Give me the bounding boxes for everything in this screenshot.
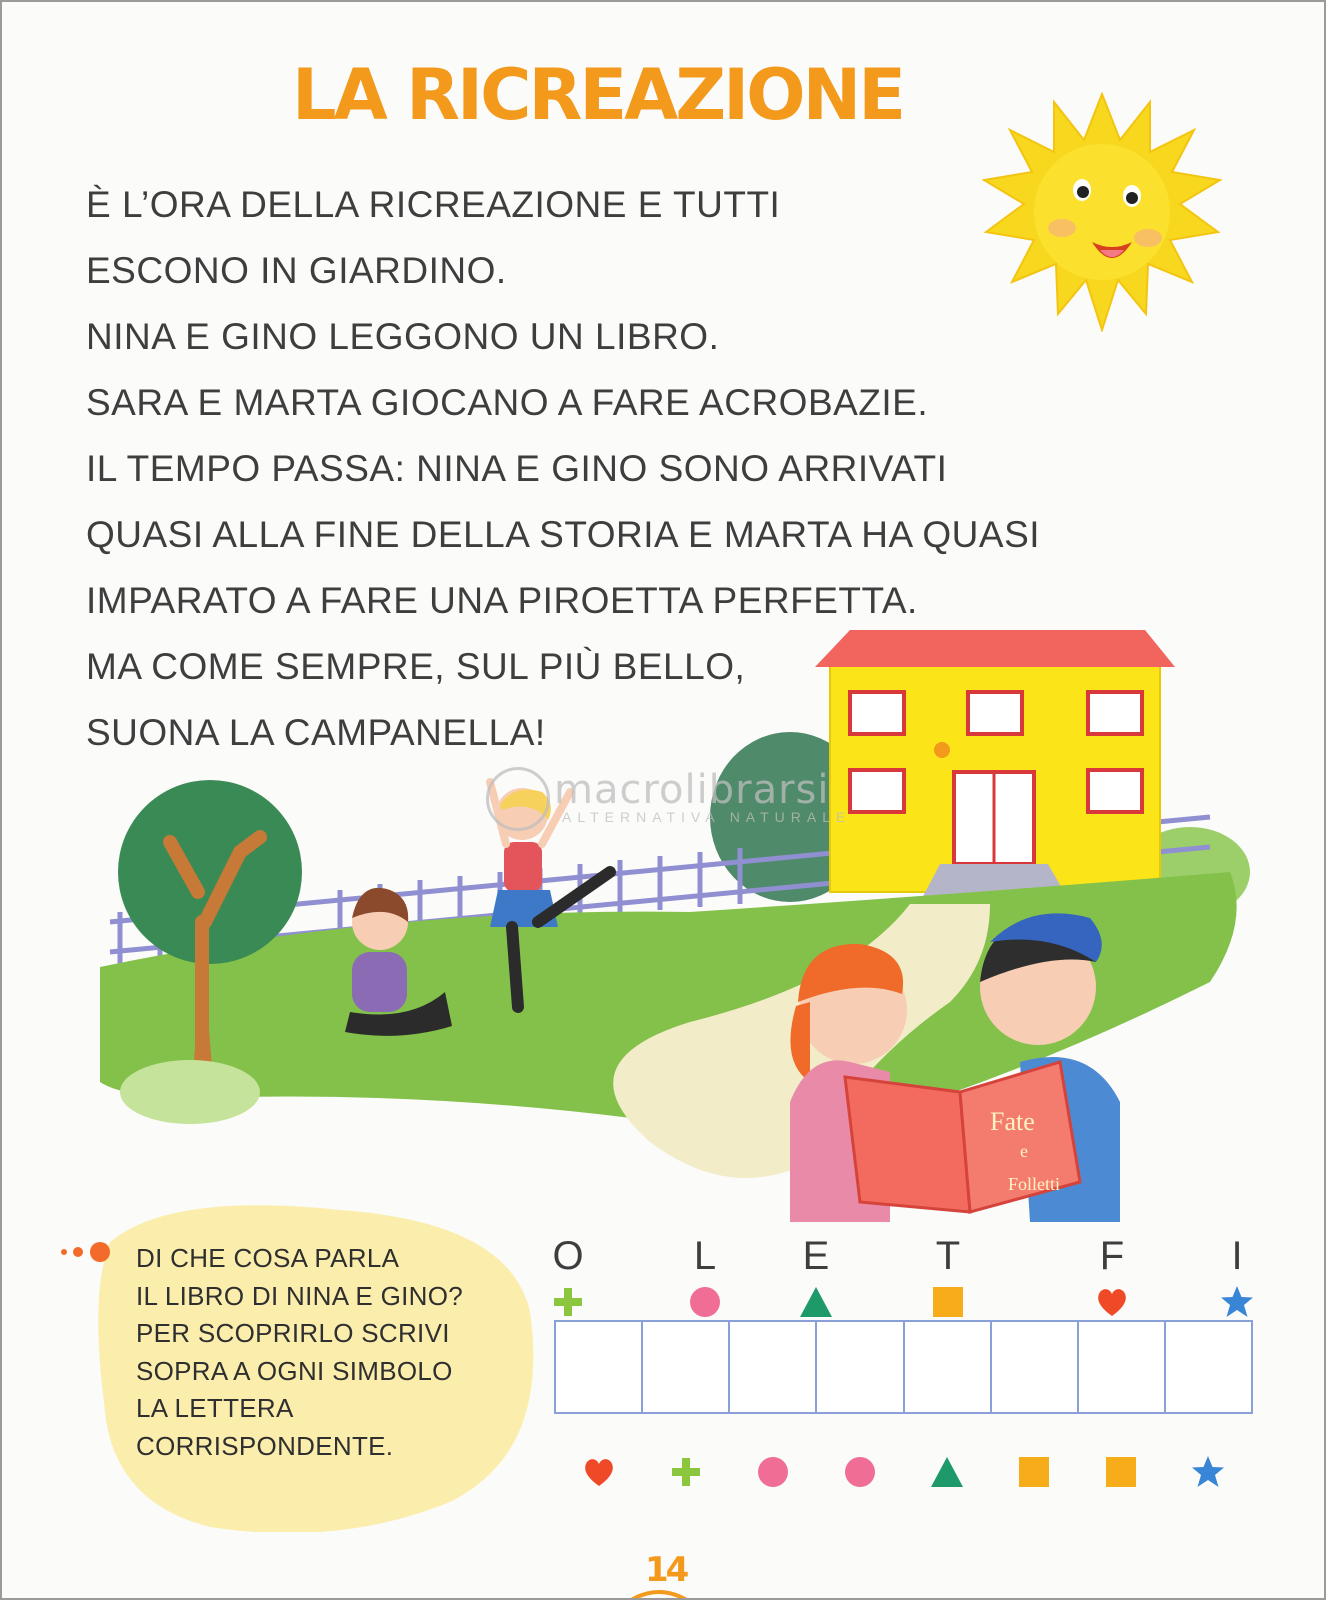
bullet-dots-icon	[58, 1240, 118, 1264]
story-line: È L’ORA DELLA RICREAZIONE E TUTTI	[86, 184, 781, 225]
answer-box[interactable]	[905, 1322, 992, 1412]
answer-box[interactable]	[556, 1322, 643, 1412]
sun-illustration	[982, 92, 1222, 332]
answer-grid	[554, 1320, 1253, 1414]
watermark-tagline: ALTERNATIVA NATURALE	[562, 809, 852, 825]
circle-symbol-icon	[842, 1454, 878, 1490]
key-letter: L	[693, 1234, 717, 1278]
question-line: LA LETTERA	[136, 1393, 294, 1423]
key-letter: I	[1231, 1234, 1243, 1278]
question-line: CORRISPONDENTE.	[136, 1430, 394, 1461]
story-line: ESCONO IN GIARDINO.	[86, 250, 507, 291]
question-line: SOPRA A OGNI SIMBOLO	[136, 1355, 453, 1386]
heart-symbol-icon	[581, 1454, 617, 1490]
star-symbol-icon	[1219, 1284, 1255, 1320]
square-symbol-icon	[930, 1284, 966, 1320]
triangle-symbol-icon	[798, 1284, 834, 1320]
key-letter: O	[552, 1234, 584, 1278]
star-symbol-icon	[1190, 1454, 1226, 1490]
question-line: PER SCOPRIRLO SCRIVI	[136, 1318, 450, 1348]
answer-box[interactable]	[730, 1322, 817, 1412]
key-letter: T	[935, 1234, 961, 1278]
answer-box[interactable]	[1079, 1322, 1166, 1412]
answer-box[interactable]	[643, 1322, 730, 1412]
book-cover-e: e	[1020, 1141, 1028, 1161]
book-cover-subtitle: Folletti	[1008, 1174, 1061, 1194]
page-number-arc	[624, 1584, 694, 1600]
answer-box[interactable]	[1166, 1322, 1251, 1412]
circle-symbol-icon	[755, 1454, 791, 1490]
story-line: NINA E GINO LEGGONO UN LIBRO.	[86, 316, 720, 357]
answer-box[interactable]	[992, 1322, 1079, 1412]
question-line: IL LIBRO DI NINA E GINO?	[136, 1280, 463, 1311]
square-symbol-icon	[1016, 1454, 1052, 1490]
square-symbol-icon	[1103, 1454, 1139, 1490]
story-line: MA COME SEMPRE, SUL PIÙ BELLO,	[86, 646, 746, 687]
key-letter: E	[802, 1234, 830, 1278]
page-number: 14	[645, 1550, 687, 1590]
watermark	[482, 767, 851, 825]
story-line: SARA E MARTA GIOCANO A FARE ACROBAZIE.	[86, 382, 929, 423]
watermark-logo-icon	[486, 767, 550, 831]
story-line: QUASI ALLA FINE DELLA STORIA E MARTA HA QUASI	[86, 514, 1041, 555]
heart-symbol-icon	[1094, 1284, 1130, 1320]
page-title: LA RICREAZIONE	[292, 54, 904, 136]
story-line: SUONA LA CAMPANELLA!	[86, 712, 546, 753]
exercise-question	[136, 1240, 463, 1465]
book-cover-title: Fate	[990, 1107, 1035, 1136]
circle-symbol-icon	[687, 1284, 723, 1320]
question-line: DI CHE COSA PARLA	[136, 1243, 400, 1273]
triangle-symbol-icon	[929, 1454, 965, 1490]
answer-box[interactable]	[817, 1322, 904, 1412]
watermark-brand: macrolibrarsi	[554, 767, 830, 813]
story-line: IL TEMPO PASSA: NINA E GINO SONO ARRIVATI	[86, 448, 948, 489]
story-line: IMPARATO A FARE UNA PIROETTA PERFETTA.	[86, 580, 918, 621]
key-letter: F	[1099, 1234, 1125, 1278]
plus-symbol-icon	[668, 1454, 704, 1490]
playground-illustration	[90, 622, 1260, 1222]
plus-symbol-icon	[550, 1284, 586, 1320]
